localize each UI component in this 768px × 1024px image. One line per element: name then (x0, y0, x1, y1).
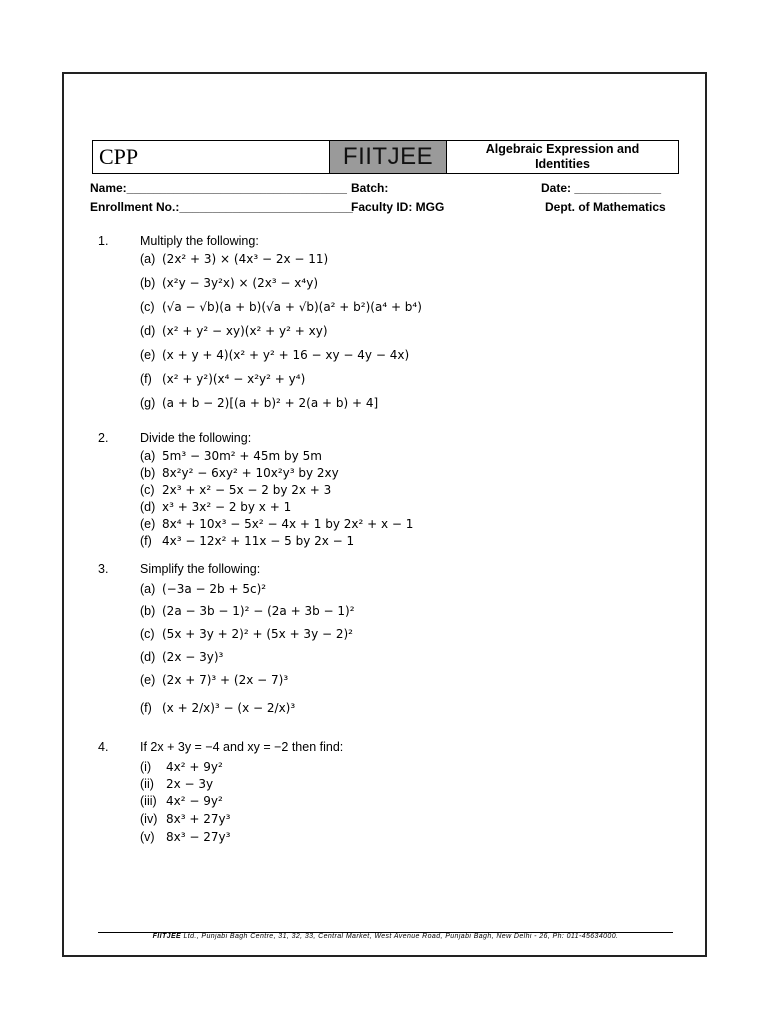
question-number: 3. (98, 562, 109, 576)
item-label: (c) (140, 483, 155, 497)
footer-address: Ltd., Punjabi Bagh Centre, 31, 32, 33, Central Market, West Avenue Road, Punjabi Bagh, New Delhi - 26, Ph: 011-45634000. (181, 933, 619, 940)
worksheet-page (62, 72, 707, 957)
item-expression: (x² + y² − xy)(x² + y² + xy) (162, 324, 328, 338)
question-item (140, 673, 288, 687)
item-expression: (2x² + 3) × (4x³ − 2x − 11) (162, 252, 329, 266)
question-item (140, 276, 318, 290)
item-expression: 4x² − 9y² (166, 794, 223, 808)
item-expression: (x + 2/x)³ − (x − 2/x)³ (162, 701, 296, 715)
item-expression: 4x² + 9y² (166, 760, 223, 774)
question-item (140, 627, 353, 641)
item-expression: (−3a − 2b + 5c)² (162, 582, 267, 596)
question-number: 1. (98, 234, 109, 248)
question-item (140, 396, 378, 410)
item-expression: (x + y + 4)(x² + y² + 16 − xy − 4y − 4x) (162, 348, 410, 362)
item-expression: (2a − 3b − 1)² − (2a + 3b − 1)² (162, 604, 355, 618)
item-label: (a) (140, 582, 156, 596)
item-expression: (a + b − 2)[(a + b)² + 2(a + b) + 4] (162, 396, 379, 410)
item-label: (f) (140, 534, 152, 548)
item-expression: (2x − 3y)³ (162, 650, 224, 664)
question-item (140, 604, 355, 618)
item-label: (e) (140, 517, 156, 531)
item-label: (a) (140, 252, 156, 266)
question-item (140, 372, 305, 386)
footer (98, 933, 673, 940)
header-box (92, 140, 679, 174)
item-label: (i) (140, 760, 152, 774)
question-item (140, 701, 295, 715)
topic-title (447, 141, 678, 173)
question-item (140, 300, 422, 314)
item-label: (a) (140, 449, 156, 463)
question-item (140, 650, 223, 664)
item-label: (v) (140, 830, 155, 844)
question-title: Simplify the following: (140, 562, 261, 576)
question-number: 2. (98, 431, 109, 445)
question-title: Multiply the following: (140, 234, 259, 248)
name-field[interactable]: Name:_________________________________ (90, 181, 347, 195)
question-number: 4. (98, 740, 109, 754)
item-label: (iii) (140, 794, 157, 808)
question-item (140, 466, 339, 480)
question-item (140, 500, 291, 514)
item-expression: 2x − 3y (166, 777, 214, 791)
item-label: (e) (140, 673, 156, 687)
question-title: Divide the following: (140, 431, 252, 445)
item-label: (b) (140, 466, 156, 480)
item-expression: 8x³ + 27y³ (166, 812, 231, 826)
batch-field[interactable]: Batch: (351, 181, 389, 195)
item-expression: 8x²y² − 6xy² + 10x²y³ by 2xy (162, 466, 339, 480)
question-item (140, 517, 413, 531)
item-expression: (x² + y²)(x⁴ − x²y² + y⁴) (162, 372, 306, 386)
item-expression: 2x³ + x² − 5x − 2 by 2x + 3 (162, 483, 332, 497)
footer-brand: FIITJEE (152, 933, 182, 940)
item-label: (b) (140, 604, 156, 618)
item-label: (f) (140, 372, 152, 386)
item-expression: 5m³ − 30m² + 45m by 5m (162, 449, 322, 463)
question-item (140, 449, 322, 463)
question-item (140, 760, 223, 774)
topic-line-1: Algebraic Expression and (485, 142, 640, 156)
topic-line-2: Identities (535, 157, 590, 171)
item-expression: x³ + 3x² − 2 by x + 1 (162, 500, 292, 514)
question-item (140, 830, 230, 844)
department: Dept. of Mathematics (545, 200, 666, 214)
date-field[interactable]: Date: _____________ (541, 181, 662, 195)
item-label: (d) (140, 500, 156, 514)
item-label: (g) (140, 396, 156, 410)
item-expression: 8x³ − 27y³ (166, 830, 231, 844)
faculty-id: Faculty ID: MGG (351, 200, 445, 214)
enrollment-field[interactable]: Enrollment No.:__________________________ (90, 200, 353, 214)
item-label: (c) (140, 627, 155, 641)
item-expression: (√a − √b)(a + b)(√a + √b)(a² + b²)(a⁴ + b⁴) (162, 300, 422, 314)
question-item (140, 534, 354, 548)
item-expression: 8x⁴ + 10x³ − 5x² − 4x + 1 by 2x² + x − 1 (162, 517, 414, 531)
item-expression: (x²y − 3y²x) × (2x³ − x⁴y) (162, 276, 318, 290)
question-item (140, 483, 331, 497)
question-item (140, 348, 409, 362)
cpp-label: CPP (99, 144, 139, 169)
item-label: (f) (140, 701, 152, 715)
fiitjee-logo: FIITJEE (329, 141, 447, 173)
item-label: (c) (140, 300, 155, 314)
item-label: (ii) (140, 777, 154, 791)
item-expression: 4x³ − 12x² + 11x − 5 by 2x − 1 (162, 534, 355, 548)
item-expression: (5x + 3y + 2)² + (5x + 3y − 2)² (162, 627, 353, 641)
item-label: (iv) (140, 812, 158, 826)
question-item (140, 777, 213, 791)
item-label: (e) (140, 348, 156, 362)
question-item (140, 812, 230, 826)
item-label: (b) (140, 276, 156, 290)
item-label: (d) (140, 324, 156, 338)
question-item (140, 252, 328, 266)
question-item (140, 582, 266, 596)
question-title: If 2x + 3y = −4 and xy = −2 then find: (140, 740, 344, 754)
item-expression: (2x + 7)³ + (2x − 7)³ (162, 673, 289, 687)
question-item (140, 324, 328, 338)
item-label: (d) (140, 650, 156, 664)
question-item (140, 794, 223, 808)
